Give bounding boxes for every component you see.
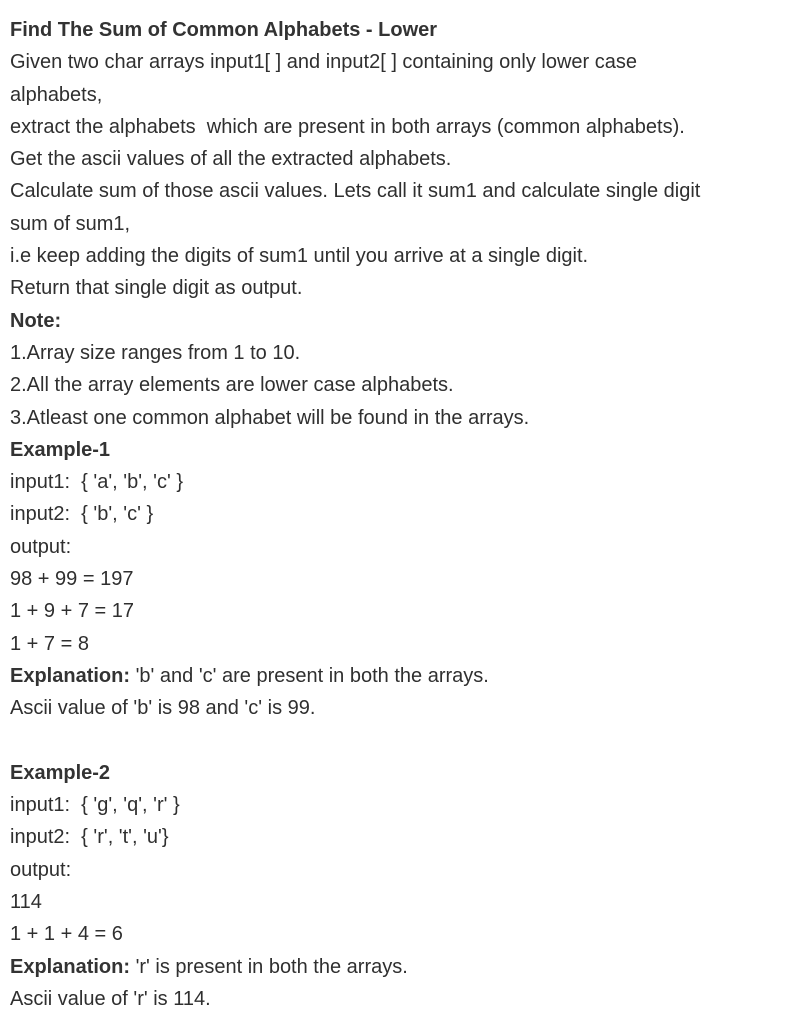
note-item: 3.Atleast one common alphabet will be found in the arrays. bbox=[10, 406, 530, 429]
example-1-heading: Example-1 bbox=[10, 438, 111, 461]
example-1-input2: input2: { 'b', 'c' } bbox=[10, 503, 154, 526]
spacer bbox=[10, 725, 796, 757]
example-2-step: 1 + 1 + 4 = 6 bbox=[10, 923, 123, 946]
description-line: alphabets, bbox=[10, 83, 103, 106]
example-2-explanation-text: 'r' is present in both the arrays. bbox=[130, 955, 408, 978]
example-1-output-label: output: bbox=[10, 535, 72, 558]
example-2-explanation bbox=[10, 951, 796, 983]
example-1-step: 1 + 9 + 7 = 17 bbox=[10, 600, 134, 623]
description-line: i.e keep adding the digits of sum1 until you arrive at a single digit. bbox=[10, 245, 589, 268]
example-1-explanation-label: Explanation: bbox=[10, 664, 131, 687]
description-line: Given two char arrays input1[ ] and input2[ ] containing only lower case bbox=[10, 51, 638, 74]
example-2-explanation-label: Explanation: bbox=[10, 955, 131, 978]
description-line: Get the ascii values of all the extracted alphabets. bbox=[10, 148, 452, 171]
example-1-step: 98 + 99 = 197 bbox=[10, 568, 134, 591]
description-line: Calculate sum of those ascii values. Lets call it sum1 and calculate single digit bbox=[10, 180, 701, 203]
problem-title: Find The Sum of Common Alphabets - Lower bbox=[10, 19, 438, 41]
example-2-output-label: output: bbox=[10, 858, 72, 881]
example-2-step: 114 bbox=[10, 891, 42, 914]
example-1-explanation-text: 'b' and 'c' are present in both the arrays. bbox=[130, 664, 489, 687]
example-1-step: 1 + 7 = 8 bbox=[10, 632, 89, 655]
note-item: 2.All the array elements are lower case alphabets. bbox=[10, 374, 454, 397]
example-2-ascii-note: Ascii value of 'r' is 114. bbox=[10, 987, 211, 1010]
example-1-explanation bbox=[10, 660, 796, 692]
example-2-input2: input2: { 'r', 't', 'u'} bbox=[10, 826, 169, 849]
note-item: 1.Array size ranges from 1 to 10. bbox=[10, 341, 301, 364]
example-2-heading: Example-2 bbox=[10, 761, 111, 784]
example-1-ascii-note: Ascii value of 'b' is 98 and 'c' is 99. bbox=[10, 697, 316, 720]
example-1-input1: input1: { 'a', 'b', 'c' } bbox=[10, 471, 184, 494]
note-heading: Note: bbox=[10, 309, 62, 332]
description-line: sum of sum1, bbox=[10, 212, 131, 235]
description-line: extract the alphabets which are present in both arrays (common alphabets). bbox=[10, 115, 685, 138]
description-line: Return that single digit as output. bbox=[10, 277, 303, 300]
example-2-input1: input1: { 'g', 'q', 'r' } bbox=[10, 794, 180, 817]
